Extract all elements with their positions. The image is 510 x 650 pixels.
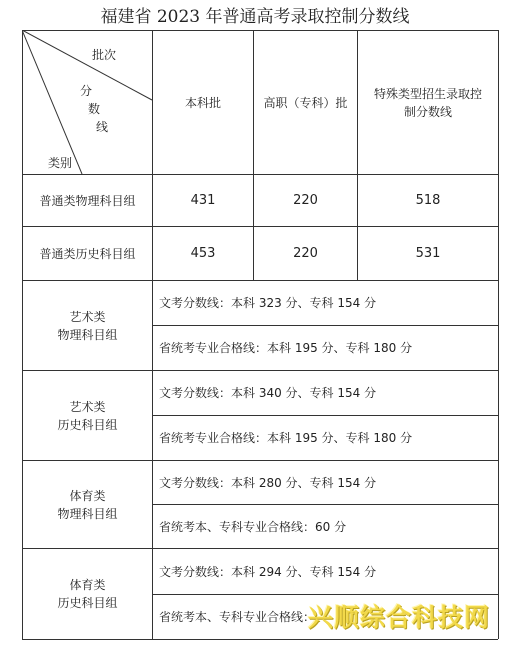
group-professional-score-line: 省统考本、专科专业合格线：	[159, 610, 316, 624]
group-category-line1: 艺术类	[69, 399, 106, 414]
header-diagonal-lines	[22, 30, 152, 174]
group-culture-score-line: 文考分数线：本科 280 分、专科 154 分	[159, 475, 377, 490]
group-category-line1: 体育类	[69, 488, 106, 503]
row-value-special: 518	[415, 192, 441, 208]
header-col-undergrad: 本科批	[184, 95, 221, 110]
header-col-vocational: 高职（专科）批	[263, 95, 348, 110]
header-col-special	[358, 31, 498, 174]
group-professional-score-line: 省统考专业合格线：本科 195 分、专科 180 分	[159, 341, 413, 355]
group-category-line1: 体育类	[69, 578, 106, 592]
group-category-line2: 历史科目组	[57, 417, 118, 432]
group-culture-score-line: 文考分数线：本科 294 分、专科 154 分	[159, 564, 377, 579]
row-category: 普通类历史科目组	[39, 246, 136, 261]
group-category	[23, 281, 152, 370]
row-value-vocational: 220	[293, 245, 318, 261]
row-value-vocational: 220	[293, 192, 318, 208]
group-professional-score-line: 省统考专业合格线：本科 195 分、专科 180 分	[159, 431, 413, 445]
corner-score-label-1: 分	[80, 84, 93, 98]
group-category-line2: 物理科目组	[57, 327, 118, 342]
row-value-special: 531	[415, 245, 441, 261]
group-category-line2: 历史科目组	[57, 596, 118, 610]
page-title: 福建省 2023 年普通高考录取控制分数线	[100, 7, 410, 27]
header-col-special-line2: 制分数线	[403, 104, 452, 119]
corner-category-label: 类别	[48, 156, 73, 170]
row-value-undergrad: 453	[190, 245, 216, 261]
row-value-undergrad: 431	[190, 192, 216, 208]
corner-batch-label: 批次	[92, 48, 117, 62]
group-category-line2: 物理科目组	[57, 506, 118, 521]
corner-score-label-2: 数	[88, 102, 101, 116]
row-category: 普通类物理科目组	[39, 193, 136, 208]
site-watermark: 兴顺综合科技网	[308, 603, 491, 632]
group-culture-score-line: 文考分数线：本科 323 分、专科 154 分	[159, 296, 377, 310]
group-professional-score-line: 省统考本、专科专业合格线：60 分	[159, 519, 347, 534]
group-category	[23, 371, 152, 460]
group-category-line1: 艺术类	[69, 309, 106, 324]
header-col-special-line1: 特殊类型招生录取控	[373, 86, 482, 101]
corner-score-label-3: 线	[96, 120, 109, 134]
group-culture-score-line: 文考分数线：本科 340 分、专科 154 分	[159, 386, 377, 400]
group-category	[23, 461, 152, 548]
group-category	[23, 549, 152, 639]
